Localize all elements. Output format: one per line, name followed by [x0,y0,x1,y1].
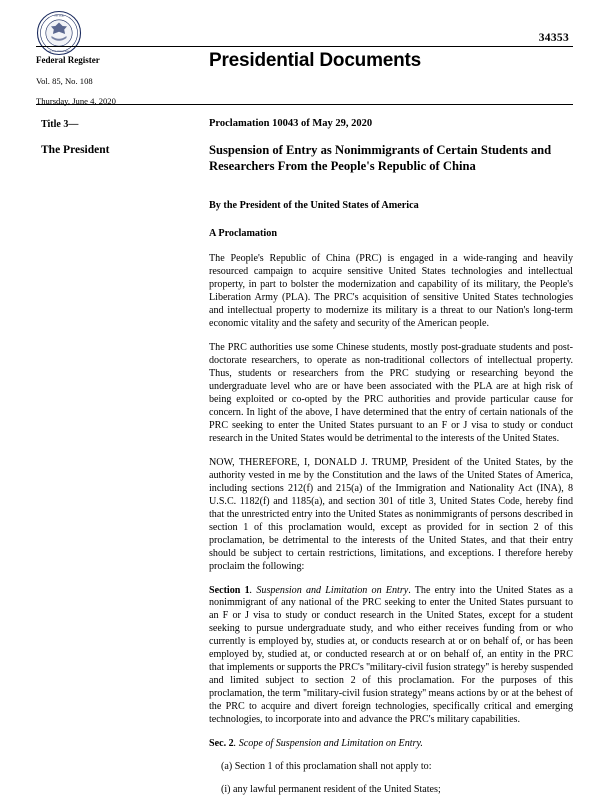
document-body [209,118,573,807]
publication-date: Thursday, June 4, 2020 [36,96,116,107]
section-2-item: (i) any lawful permanent resident of the United States; [221,784,441,796]
page-number: 34353 [538,32,569,44]
section-1-heading: . Suspension and Limitation on Entry [249,584,409,596]
page-title: Presidential Documents [209,50,422,71]
presidential-seal-icon [36,10,82,56]
proclamation-line: Proclamation 10043 of May 29, 2020 [209,118,373,129]
section-2-paragraph [209,738,573,751]
publication-volume: Vol. 85, No. 108 [36,75,93,86]
byline: By the President of the United States of America [209,200,419,212]
section-1-label: Section 1 [209,584,250,596]
header-rule-top [36,46,573,47]
title-label: Title 3— [41,119,79,130]
section-2-heading: . Scope of Suspension and Limitation on Entry. [233,738,423,750]
svg-text:OF THE PRESIDENT: OF THE PRESIDENT [48,51,70,54]
paragraph: The PRC authorities use some Chinese students, mostly post-graduate students and post-doctorate researchers, to operate as non-traditional collectors of intellectual property. Thus, students or researchers from the PRC studying or researching beyond the undergraduate level who are or have been associated with the PLA are at high risk of being exploited or co-opted by the PRC authorities and provide particular cause for concern. In light of the above, I have determined that the entry of certain nationals of the PRC seeking to enter the United States pursuant to an F or J visa to study or conduct research in the United States would be detrimental to the interests of the United States. [209,342,573,444]
paragraph: The People's Republic of China (PRC) is engaged in a wide-ranging and heavily resourced campaign to acquire sensitive United States technologies and intellectual property, in part to bolster the modernization and capability of its military, the People's Liberation Army (PLA). The PRC's acquisition of sensitive United States technologies and intellectual property to modernize its military is a threat to our Nation's long-term economic vitality and the safety and security of the American people. [209,253,573,330]
document-title: Suspension of Entry as Nonimmigrants of Certain Students and Researchers From the People's Republic of China [209,143,552,174]
federal-register-masthead [36,56,186,107]
section-2-item: (a) Section 1 of this proclamation shall not apply to: [221,761,432,773]
section-1-paragraph [209,585,573,728]
header-rule-bottom [36,104,573,105]
subheading: A Proclamation [209,228,278,240]
section-1-text: . The entry into the United States as a nonimmigrant of any national of the PRC seeking to enter the United States pursuant to an F or J visa to study or conduct research in the United States, except for a student seeking to pursue undergraduate study, and who either receives funding from or who currently is employed by, studies at, or conducts research at or on behalf of, or has been employed by, studied at, or conducted research at or on behalf of, an entity in the PRC that implements or supports the PRC's ''military-civil fusion strategy'' is hereby suspended and limited subject to section 2 of this proclamation. For the purposes of this proclamation, the term ''military-civil fusion strategy'' means actions by or at the behest of the PRC to acquire and divert foreign technologies, specifically critical and emerging technologies, to incorporate into and advance the PRC's military capabilities. [209,584,573,726]
publication-name: Federal Register [36,55,100,65]
president-label: The President [41,144,110,156]
svg-text:THE SEAL: THE SEAL [53,15,65,18]
section-2-label: Sec. 2 [209,738,234,750]
paragraph: NOW, THEREFORE, I, DONALD J. TRUMP, President of the United States, by the authority vested in me by the Constitution and the laws of the United States of America, including sections 212(f) and 215(a) of the Immigration and Nationality Act (INA), 8 U.S.C. 1182(f) and 1185(a), and section 301 of title 3, United States Code, hereby find that the unrestricted entry into the United States as nonimmigrants of persons described in section 1 of this proclamation would, except as provided for in section 2 of this proclamation, be detrimental to the interests of the United States, and that their entry should be subject to certain restrictions, limitations, and exceptions. I therefore hereby proclaim the following: [209,456,573,572]
